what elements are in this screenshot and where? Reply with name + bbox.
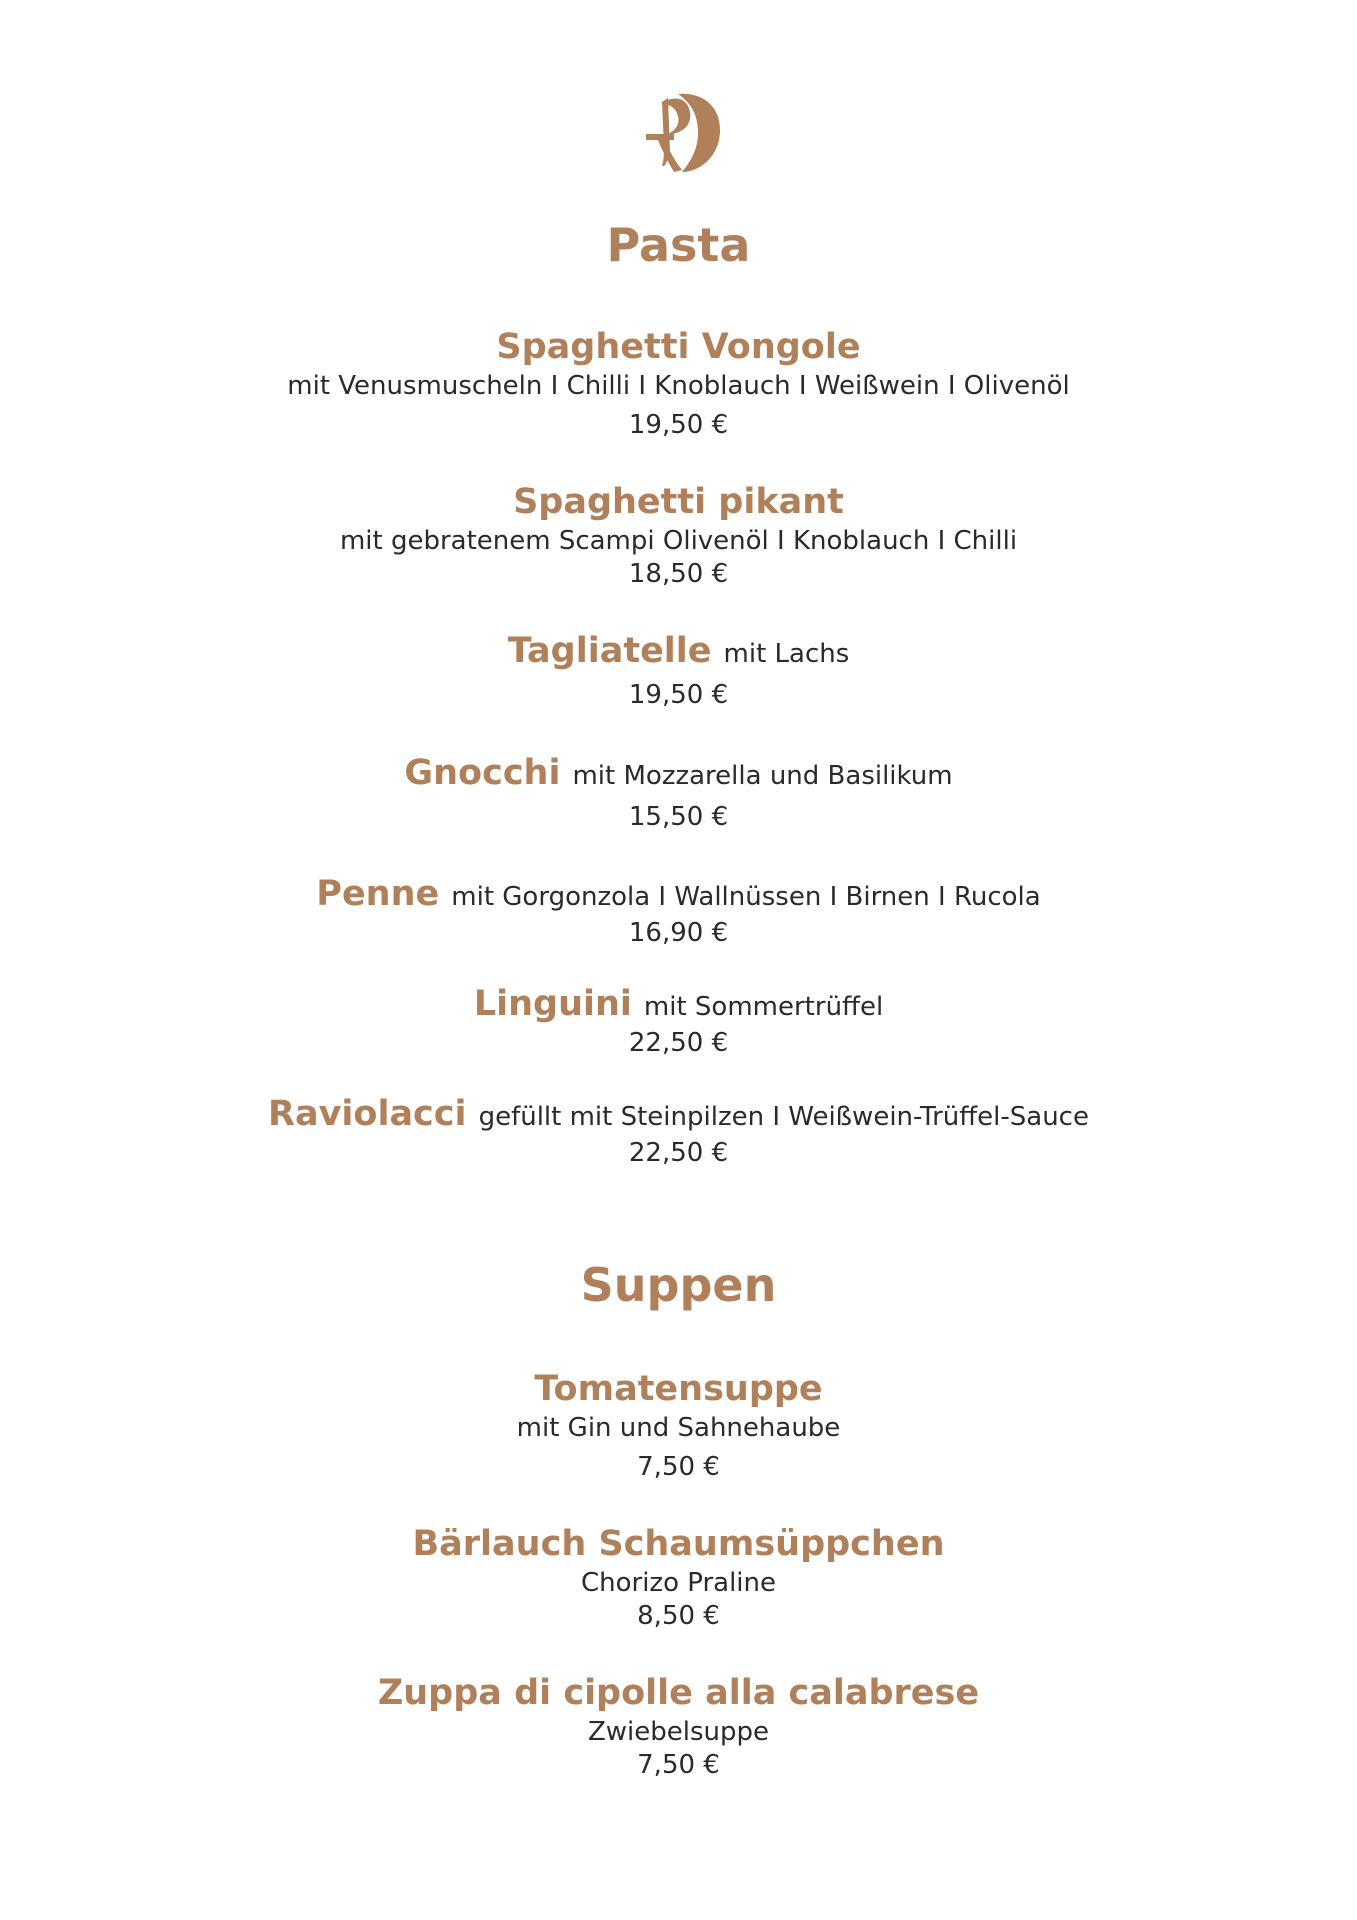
menu-item-price: 18,50 €	[628, 559, 729, 589]
menu-item-price: 7,50 €	[637, 1452, 720, 1482]
menu-item-description: mit Mozzarella und Basilikum	[572, 761, 953, 791]
menu-item-name: Tagliatelle	[507, 631, 712, 671]
menu-item-description: mit Venusmuscheln I Chilli I Knoblauch I Weißwein I Olivenöl	[287, 371, 1070, 401]
menu-item-description: Chorizo Praline	[580, 1568, 777, 1598]
menu-item-description: Zwiebelsuppe	[587, 1717, 770, 1747]
menu-item	[0, 984, 1357, 1024]
menu-item-name: Penne	[316, 874, 440, 914]
menu-item-name: Raviolacci	[268, 1094, 467, 1134]
section-title-suppen: Suppen	[580, 1258, 777, 1312]
menu-item-name: Gnocchi	[404, 753, 561, 793]
menu-item-name: Spaghetti Vongole	[496, 327, 861, 367]
menu-item-price: 22,50 €	[628, 1028, 729, 1058]
menu-item-price: 8,50 €	[637, 1601, 720, 1631]
menu-item-name: Bärlauch Schaumsüppchen	[412, 1524, 945, 1564]
menu-item	[0, 753, 1357, 793]
menu-item-price: 19,50 €	[628, 410, 729, 440]
menu-item-description: mit Lachs	[723, 639, 850, 669]
menu-item-name: Zuppa di cipolle alla calabrese	[377, 1673, 980, 1713]
menu-item-description: mit gebratenem Scampi Olivenöl I Knoblauch I Chilli	[339, 526, 1018, 556]
menu-item-name: Linguini	[473, 984, 632, 1024]
r-monogram-logo	[638, 90, 724, 176]
menu-item-description: mit Gorgonzola I Wallnüssen I Birnen I Rucola	[451, 882, 1041, 912]
menu-item-description: mit Gin und Sahnehaube	[516, 1413, 841, 1443]
menu-item-price: 16,90 €	[628, 918, 729, 948]
menu-item-name: Tomatensuppe	[534, 1369, 823, 1409]
menu-item-price: 15,50 €	[628, 802, 729, 832]
menu-item-price: 19,50 €	[628, 680, 729, 710]
menu-item-name: Spaghetti pikant	[513, 482, 844, 522]
menu-item	[0, 874, 1357, 914]
menu-item-description: gefüllt mit Steinpilzen I Weißwein-Trüffel-Sauce	[478, 1102, 1089, 1132]
menu-item-price: 22,50 €	[628, 1138, 729, 1168]
menu-item	[0, 1094, 1357, 1134]
section-title-pasta: Pasta	[606, 218, 751, 272]
menu-item-price: 7,50 €	[637, 1750, 720, 1780]
menu-item-description: mit Sommertrüffel	[643, 992, 884, 1022]
menu-item	[0, 631, 1357, 671]
